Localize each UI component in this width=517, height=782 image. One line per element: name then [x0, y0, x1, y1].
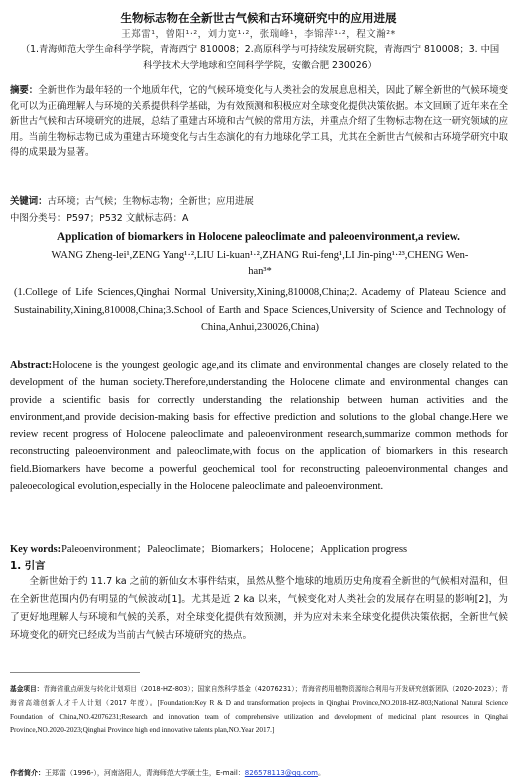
chinese-keywords-label: 关键词：: [10, 196, 48, 207]
author-email-link[interactable]: 826578113@qq.com: [244, 769, 318, 777]
author-note-end: 。: [317, 769, 325, 777]
english-affiliations: (1.College of Life Sciences,Qinghai Normal University,Xining,810008,China;2. Academy of Plateau Science and Sustainability,Xining,810008,China;3.School of Earth and Space Sciences,University of Science and Technology of China,Anhui,230026,China): [14, 287, 506, 334]
chinese-keywords: [10, 193, 508, 207]
english-authors: WANG Zheng-lei¹,ZENG Yang¹·²,LIU Li-kuan¹·²,ZHANG Rui-feng¹,LI Jin-ping¹·²³,CHENG Wen-han³*: [51, 250, 469, 277]
chinese-authors: 王郑雷¹，曾阳¹·²，刘力宽¹·²，张瑞峰¹，李锦萍¹·²，程文瀚²*: [121, 29, 396, 40]
introduction-paragraph: 全新世始于约 11.7 ka 之前的新仙女木事件结束，虽然从整个地球的地质历史角度看全新世的气候相对温和，但在全新世范围内仍有明显的气候波动[1]。尤其是近 2 ka 以来，气候变化对人类社会的发展存在明显的影响[2]，为了更好地理解人与环境和气候的关系，对全球变化提供有效预测，并为应对未来全球变化提供决策依据，全新世气候环境变化的研究已经成为当前古气候古环境研究的热点。: [10, 576, 508, 641]
english-keywords-text: Paleoenvironment；Paleoclimate；Biomarkers；Holocene；Application progress: [61, 544, 408, 555]
english-title: Application of biomarkers in Holocene paleoclimate and paleoenvironment,a review.: [57, 231, 460, 243]
chinese-abstract-label: 摘要：: [10, 85, 39, 96]
funding-label: 基金项目：: [10, 685, 44, 693]
english-abstract-label: Abstract:: [10, 360, 53, 371]
chinese-title: 生物标志物在全新世古气候和古环境研究中的应用进展: [120, 11, 397, 25]
footnote-divider: [10, 672, 140, 673]
chinese-affiliations: （1.青海师范大学生命科学学院，青海西宁 810008；2.高原科学与可持续发展研究院，青海西宁 810008；3. 中国科学技术大学地球和空间科学学院，安徽合肥 230026）: [20, 44, 500, 71]
author-note-text: 王郑雷（1996-），河南洛阳人，青海师范大学硕士生，E-mail：: [45, 769, 245, 777]
section-heading-introduction: 1. 引言: [10, 560, 46, 572]
author-note: [10, 768, 508, 778]
author-note-label: 作者简介：: [10, 769, 45, 777]
chinese-keywords-text: 古环境；古气候；生物标志物；全新世；应用进展: [47, 196, 254, 207]
english-abstract-text: Holocene is the youngest geologic age,and its climate and environmental changes are closely related to the development of the human society.Therefore,understanding the Holocene climate and environmental changes can provide a scientific basis for correctly understanding the relationship between human activities and the environment,and provide decision-making basis for effective prediction and solutions to the global change.Here we review recent progress of Holocene paleoclimate and paleoenvironment research,summarize common methods for reconstructing paleoenvironment and paleoclimate,with focus on the application of biomarkers in this research field.Biomarkers have become a powerful geochemical tool for reconstructing paleoenvironmental changes and paleoecological evolution,especially in the Holocene paleoclimate and paleoenvironment.: [10, 360, 508, 493]
chinese-abstract: [10, 83, 508, 161]
english-keywords-label: Key words:: [10, 544, 62, 555]
funding-text-zh: 青海省重点研发与转化计划项目（2018-HZ-803）；国家自然科学基金（42076231）；青海省药用植物资源综合利用与开发研究创新团队（2020-2023）；青海省高端创新人才千人计划（2017 年度）。: [10, 685, 508, 707]
classification-code: 中图分类号：P597；P532 文献标志码：A: [10, 213, 189, 224]
english-keywords: [10, 540, 508, 555]
funding-text-en: [Foundation:Key R & D and transformation projects in Qinghai Province,NO.2018-HZ-803;National Natural Science Foundation of China,NO.42076231;Research and innovation team of comprehensive utilization and development of medicinal plant resources in Qinghai Province,NO.2020-2023;Qinghai Province high end innovative talents plan,NO.Year 2017.]: [10, 698, 508, 735]
funding-footnote: [10, 683, 508, 738]
english-abstract: [10, 357, 508, 495]
chinese-abstract-text: 全新世作为最年轻的一个地质年代，它的气候环境变化与人类社会的发展息息相关，因此了解全新世的气候环境变化可以为正确理解人与环境的关系提供科学基础，为有效预测和积极应对全球变化提供决策依据。本文回顾了近年来在全新世古气候和古环境研究的进展，总结了重建古环境和古气候的常用方法，并重点介绍了生物标志物在这一研究领域的应用。当前生物标志物已成为重建古环境变化与古生态演化的有力地球化学工具，尤其在全新世古气候和古环境学研究中取得的成果最为显著。: [10, 85, 508, 159]
